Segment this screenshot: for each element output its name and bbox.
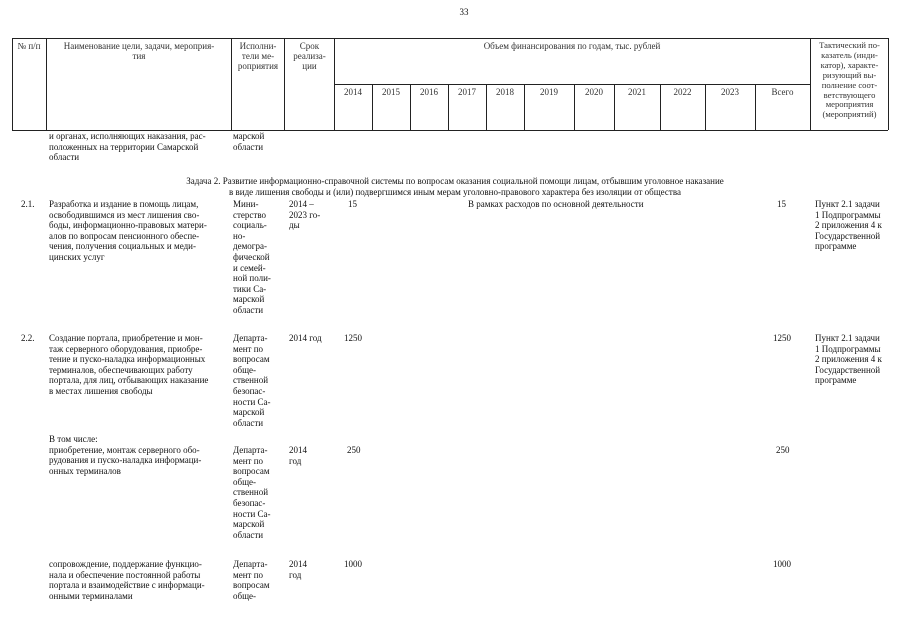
header-year-2021: 2021 bbox=[628, 87, 646, 97]
header-year-2014: 2014 bbox=[344, 87, 362, 97]
carryover-name: и органах, исполняющих наказания, рас- положенных на территории Самарской области bbox=[49, 131, 206, 163]
header-year-2020: 2020 bbox=[585, 87, 603, 97]
row-2-1-note: В рамках расходов по основной деятельности bbox=[468, 199, 644, 209]
row-2-2a-executor: Департа- мент по вопросам обще- ственной безопас- ности Са- марской области bbox=[233, 445, 271, 540]
row-2-2b-name: сопровождение, поддержание функцио- нала и обеспечение постоянной работы портала и взаимодействие с информаци- онными терминалами bbox=[49, 559, 205, 601]
header-year-2023: 2023 bbox=[721, 87, 739, 97]
header-col-term: Срок реализа- ции bbox=[293, 41, 326, 71]
row-2-2-total: 1250 bbox=[773, 333, 791, 343]
header-col-indicator: Тактический по- казатель (инди- катор), характе- ризующий вы- полнение соот- ветствующего мероприятия (мероприятий) bbox=[819, 40, 880, 120]
header-year-2018: 2018 bbox=[496, 87, 514, 97]
header-year-2017: 2017 bbox=[458, 87, 476, 97]
row-2-2-2014: 1250 bbox=[344, 333, 362, 343]
header-year-2019: 2019 bbox=[540, 87, 558, 97]
row-2-2-indicator: Пункт 2.1 задачи 1 Подпрограммы 2 приложения 4 к Государственной программе bbox=[815, 333, 882, 386]
row-2-1-name: Разработка и издание в помощь лицам, освободившимся из мест лишения сво- боды, информационно-правовых матери- алов по вопросам пенсионного обеспе- чения, получения социальных и меди- цинских услуг bbox=[49, 199, 207, 262]
row-2-1-executor: Мини- стерство социаль- но- демогра- фической и семей- ной поли- тики Са- марской области bbox=[233, 199, 271, 315]
row-2-1-term: 2014 – 2023 го- ды bbox=[289, 199, 321, 231]
header-col-number: № п/п bbox=[17, 41, 41, 51]
row-2-1-indicator: Пункт 2.1 задачи 1 Подпрограммы 2 приложения 4 к Государственной программе bbox=[815, 199, 882, 252]
row-2-1-2014: 15 bbox=[348, 199, 357, 209]
task-heading: Задача 2. Развитие информационно-справочной системы по вопросам оказания социальной помощи лицам, отбывшим уголовное наказание в виде лишения свободы и (или) подвергшимся иным мерам уголовно-правового характера без изоляции от общества bbox=[186, 176, 724, 197]
carryover-executor: марской области bbox=[233, 131, 265, 152]
row-2-2-name: Создание портала, приобретение и мон- таж серверного оборудования, приобре- тение и пуско-наладка информационных терминалов, обеспечивающих работу портала, для лиц, отбывающих наказание в местах лишения свободы bbox=[49, 333, 209, 396]
row-2-2a-name: В том числе: приобретение, монтаж серверного обо- рудования и пуско-наладка информаци- онных терминалов bbox=[49, 434, 202, 476]
row-2-2a-2014: 250 bbox=[347, 445, 361, 455]
header-col-financing: Объем финансирования по годам, тыс. рублей bbox=[483, 41, 661, 51]
header-total: Всего bbox=[771, 87, 794, 97]
header-year-2016: 2016 bbox=[420, 87, 438, 97]
row-2-2-executor: Департа- мент по вопросам обще- ственной безопас- ности Са- марской области bbox=[233, 333, 271, 428]
header-year-2022: 2022 bbox=[673, 87, 692, 97]
row-2-1-total: 15 bbox=[777, 199, 786, 209]
row-2-2-term: 2014 год bbox=[289, 333, 322, 343]
row-2-2b-total: 1000 bbox=[773, 559, 791, 569]
row-2-2b-executor: Департа- мент по вопросам обще- bbox=[233, 559, 270, 601]
header-col-name: Наименование цели, задачи, мероприя- тия bbox=[63, 41, 215, 61]
page-number: 33 bbox=[459, 7, 469, 17]
row-2-2a-total: 250 bbox=[776, 445, 790, 455]
row-2-2a-term: 2014 год bbox=[289, 445, 307, 466]
row-2-2b-term: 2014 год bbox=[289, 559, 307, 580]
header-col-executors: Исполни- тели ме- роприятия bbox=[237, 41, 279, 71]
header-year-2015: 2015 bbox=[382, 87, 400, 97]
row-2-2-number: 2.2. bbox=[21, 333, 35, 343]
row-2-1-number: 2.1. bbox=[21, 199, 35, 209]
row-2-2b-2014: 1000 bbox=[344, 559, 362, 569]
